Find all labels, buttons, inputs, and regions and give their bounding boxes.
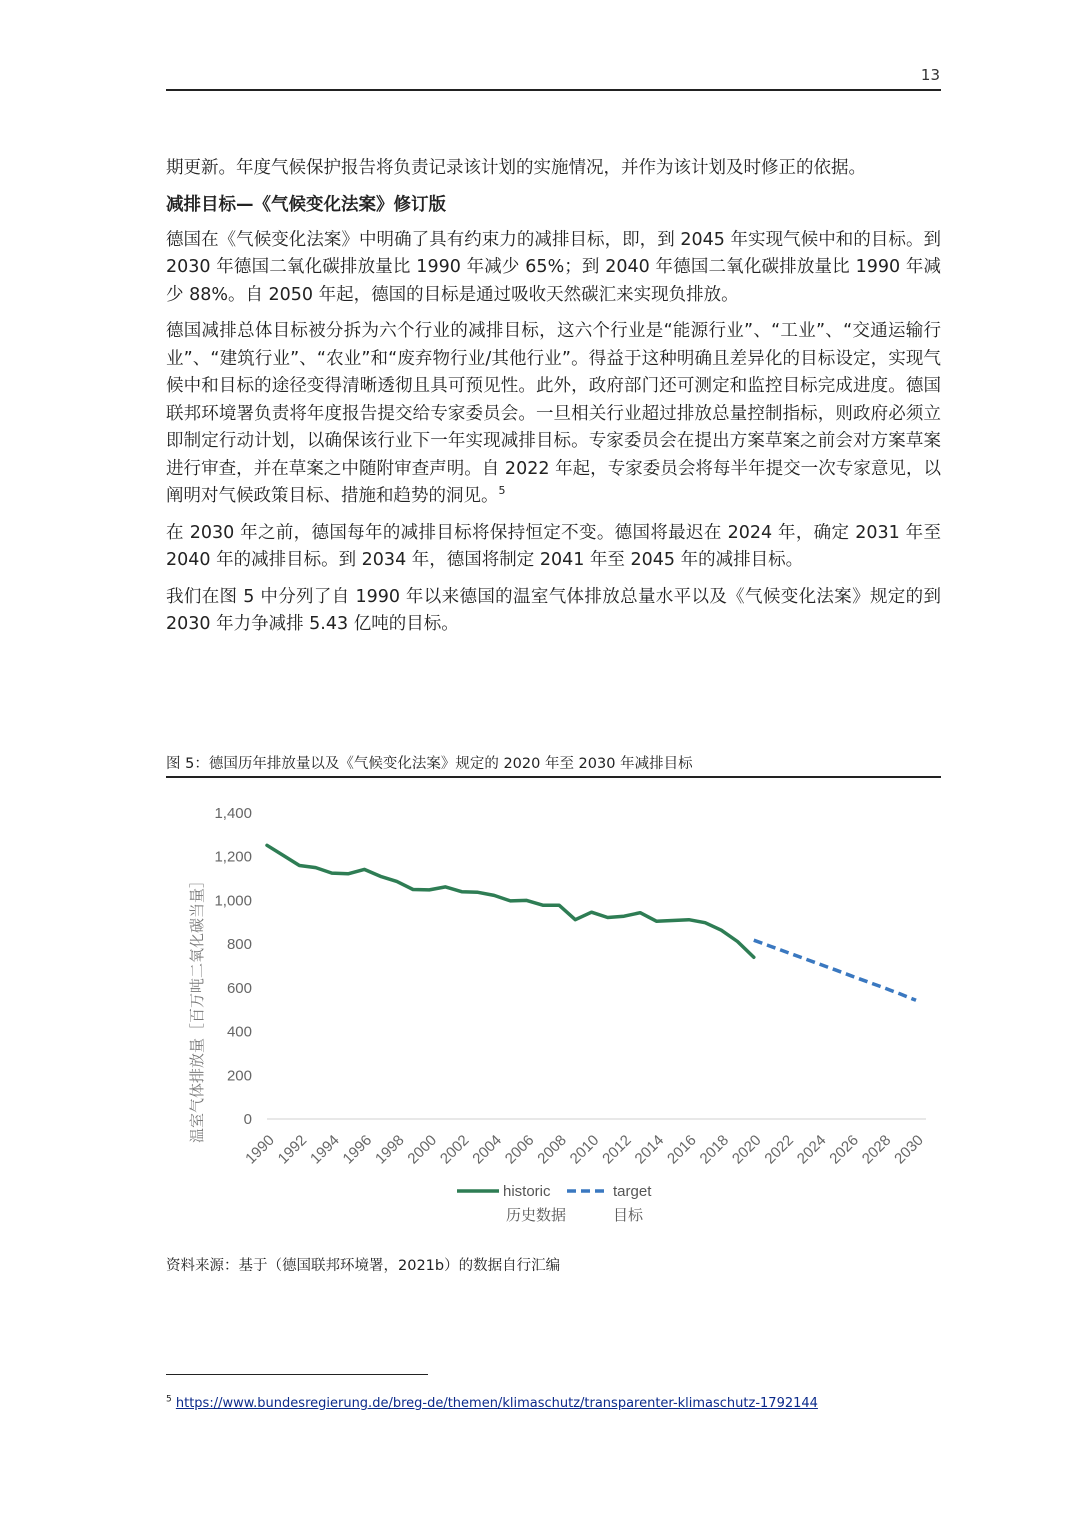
paragraph-1: 期更新。年度气候保护报告将负责记录该计划的实施情况，并作为该计划及时修正的依据。 [166,158,866,178]
x-tick-label: 2014 [631,1131,668,1168]
series-line-target [754,940,916,1000]
x-tick-label: 2020 [728,1131,765,1168]
footnote-ref[interactable]: 5 [498,484,506,498]
x-tick-label: 2008 [534,1131,570,1168]
y-tick-label: 1,400 [214,805,252,822]
legend-label-zh-target: 目标 [613,1207,644,1224]
footnote-rule [166,1374,428,1375]
y-axis-ticks [214,805,252,1128]
emissions-line-chart [166,790,941,1235]
x-axis-ticks [242,1132,927,1168]
legend-label-historic: historic [503,1183,551,1200]
x-tick-label: 2018 [696,1131,733,1168]
paragraph-4: 在 2030 年之前，德国每年的减排目标将保持恒定不变。德国将最迟在 2024 年，确定 2031 年至 2040 年的减排目标。到 2034 年，德国将制定 2041 年至 2045 年的减排目标。 [166,522,941,570]
chart-legend [457,1183,652,1224]
figure-rule [166,776,941,778]
y-tick-label: 1,000 [214,892,252,910]
x-tick-label: 2016 [664,1131,700,1168]
y-tick-label: 0 [243,1111,252,1128]
series-lines [267,845,916,1000]
section-heading: 减排目标—《气候变化法案》修订版 [166,194,446,215]
footnote [166,1396,818,1411]
x-tick-label: 1994 [307,1131,343,1168]
x-tick-label: 2026 [826,1131,862,1168]
x-tick-label: 1996 [339,1131,376,1168]
x-tick-label: 2012 [599,1131,635,1168]
x-tick-label: 2030 [891,1131,927,1168]
y-tick-label: 800 [226,936,252,954]
legend-label-zh-historic: 历史数据 [506,1207,567,1224]
paragraph-3-text: 德国减排总体目标被分拆为六个行业的减排目标，这六个行业是“能源行业”、“工业”、“交通运输行业”、“建筑行业”、“农业”和“废弃物行业/其他行业”。得益于这种明确且差异化的目标设定，实现气候中和目标的途径变得清晰透彻且具可预见性。此外，政府部门还可测定和监控目标完成进度。德国联邦环境署负责将年度报告提交给专家委员会。一旦相关行业超过排放总量控制指标，则政府必须立即制定行动计划，以确保该行业下一年实现减排目标。专家委员会在提出方案草案之前会对方案草案进行审查，并在草案之中随附审查声明。自 2022 年起，专家委员会将每半年提交一次专家意见，以阐明对气候政策目标、措施和趋势的洞见。 [166,321,941,506]
y-axis-title: 温室气体排放量［百万吨二氧化碳当量］ [189,872,206,1144]
x-tick-label: 1990 [242,1131,278,1168]
y-tick-label: 400 [226,1023,252,1041]
legend-label-target: target [613,1183,652,1200]
y-tick-label: 200 [226,1067,252,1085]
x-tick-label: 1998 [372,1131,408,1168]
x-tick-label: 2028 [858,1131,895,1168]
y-tick-label: 600 [226,979,252,997]
paragraph-3 [166,318,941,511]
y-axis-title-group [189,873,206,1143]
paragraph-2: 德国在《气候变化法案》中明确了具有约束力的减排目标，即，到 2045 年实现气候中和的目标。到 2030 年德国二氧化碳排放量比 1990 年减少 65%；到 2040 年德国二氧化碳排放量比 1990 年减少 88%。自 2050 年起，德国的目标是通过吸收天然碳汇来实现负排放。 [166,229,941,305]
y-tick-label: 1,200 [214,848,252,866]
x-tick-label: 2022 [761,1131,798,1168]
body-text [166,155,941,648]
page-number: 13 [920,66,940,84]
paragraph-5: 我们在图 5 中分列了自 1990 年以来德国的温室气体排放总量水平以及《气候变化法案》规定的到 2030 年力争减排 5.43 亿吨的目标。 [166,586,941,634]
x-tick-label: 2010 [566,1131,603,1168]
footnote-link[interactable]: https://www.bundesregierung.de/breg-de/themen/klimaschutz/transparenter-klimaschutz-1792144 [175,1396,818,1411]
source-note: 资料来源：基于（德国联邦环境署，2021b）的数据自行汇编 [166,1258,561,1274]
header-rule [166,89,941,91]
series-line-historic [267,845,754,957]
x-tick-label: 2002 [436,1131,473,1168]
x-tick-label: 2024 [793,1131,830,1168]
x-tick-label: 2000 [404,1131,441,1168]
figure-caption: 图 5：德国历年排放量以及《气候变化法案》规定的 2020 年至 2030 年减排目标 [166,756,693,772]
x-tick-label: 2006 [501,1131,538,1168]
x-tick-label: 2004 [469,1131,505,1168]
footnote-number: 5 [166,1394,172,1405]
x-tick-label: 1992 [274,1131,311,1168]
